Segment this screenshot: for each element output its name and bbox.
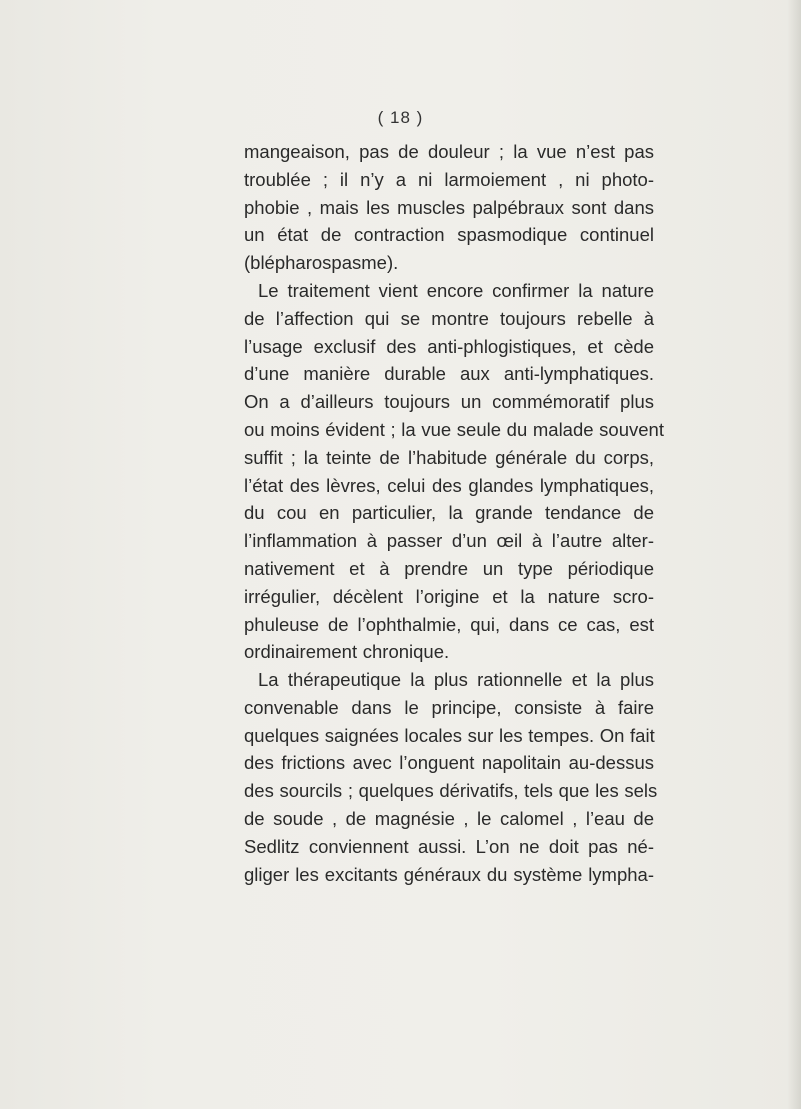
text-line: des frictions avec l’onguent napolitain au-dessus: [244, 752, 654, 774]
text-line: l’état des lèvres, celui des glandes lymphatiques,: [244, 474, 654, 496]
text-line: On a d’ailleurs toujours un commémoratif plus: [244, 391, 654, 413]
text-line: quelques saignées locales sur les tempes. On fait: [244, 724, 655, 746]
text-line: du cou en particulier, la grande tendance de: [244, 502, 654, 524]
text-line: l’usage exclusif des anti-phlogistiques, et cède: [244, 335, 654, 357]
paragraph-therapeutics: [244, 666, 658, 888]
text-line: nativement et à prendre un type périodique: [244, 557, 654, 579]
text-line: des sourcils ; quelques dérivatifs, tels que les sels: [244, 780, 658, 802]
text-line: troublée ; il n’y a ni larmoiement , ni photo-: [244, 168, 654, 190]
text-line: phuleuse de l’ophthalmie, qui, dans ce cas, est: [244, 613, 654, 635]
page-number: ( 18 ): [377, 108, 424, 127]
text-line: phobie , mais les muscles palpébraux sont dans: [244, 196, 654, 218]
text-line: La thérapeutique la plus rationnelle et la plus: [258, 669, 654, 690]
text-line: suffit ; la teinte de l’habitude générale du corps,: [244, 446, 654, 468]
text-line: ou moins évident ; la vue seule du malade souvent: [244, 418, 664, 440]
text-line: d’une manière durable aux anti-lymphatiques.: [244, 363, 654, 385]
paragraph-symptoms-treatment: [244, 138, 664, 666]
text-line: de soude , de magnésie , le calomel , l’eau de: [244, 807, 654, 829]
text-line: Sedlitz conviennent aussi. L’on ne doit pas né-: [244, 835, 654, 857]
text-line: gliger les excitants généraux du système lympha-: [244, 863, 654, 885]
text-line: (blépharospasme).: [244, 252, 399, 274]
text-line: convenable dans le principe, consiste à faire: [244, 696, 654, 718]
text-line: irrégulier, décèlent l’origine et la nature scro-: [244, 585, 654, 607]
text-line: de l’affection qui se montre toujours rebelle à: [244, 307, 654, 329]
page-edge-shadow: [787, 0, 801, 1109]
text-line: mangeaison, pas de douleur ; la vue n’est pas: [244, 141, 654, 162]
text-line: Le traitement vient encore confirmer la nature: [258, 279, 654, 301]
text-line: l’inflammation à passer d’un œil à l’autre alter-: [244, 530, 654, 552]
text-line: ordinairement chronique.: [244, 641, 450, 663]
text-line: un état de contraction spasmodique continuel: [244, 224, 654, 246]
